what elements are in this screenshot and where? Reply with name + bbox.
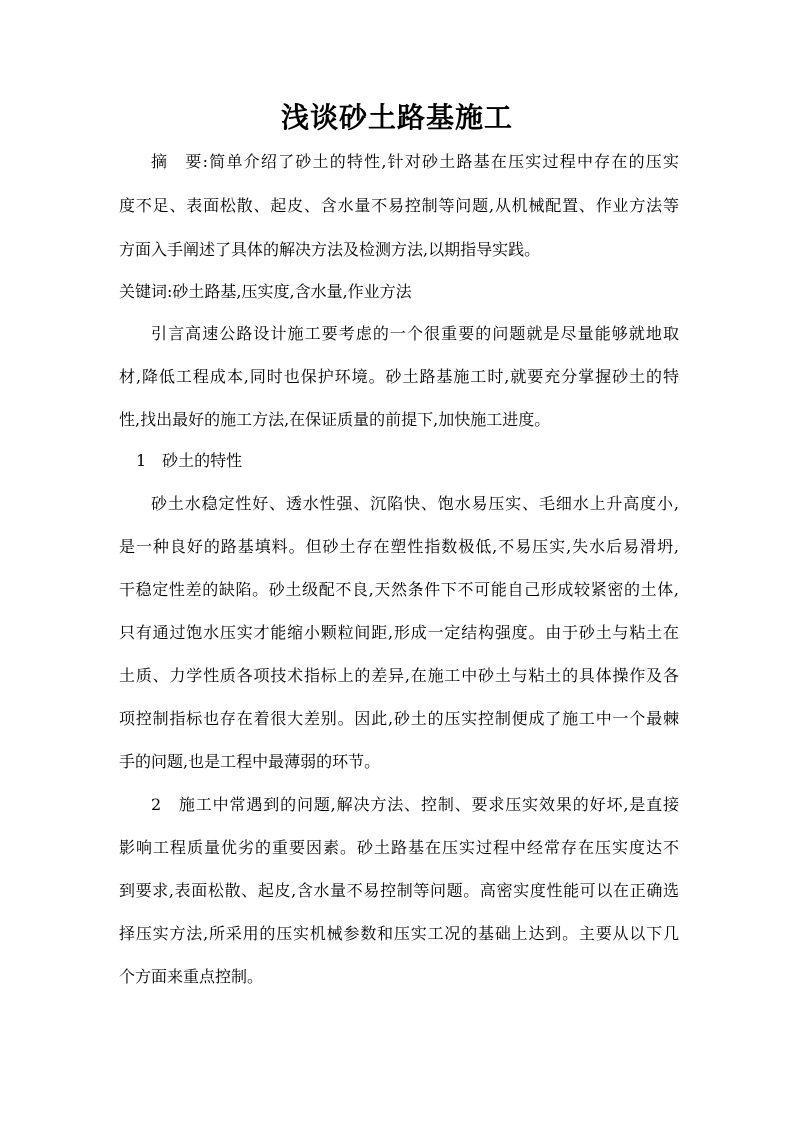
section1-line: 手的问题,也是工程中最薄弱的环节。 — [119, 752, 381, 771]
section1-line: 土质、力学性质各项技术指标上的差异,在施工中砂土与粘土的具体操作及各 — [119, 666, 679, 685]
section2-line: 择压实方法,所采用的压实机械参数和压实工况的基础上达到。主要从以下几 — [119, 924, 679, 943]
abstract-line: 度不足、表面松散、起皮、含水量不易控制等问题,从机械配置、作业方法等 — [119, 196, 679, 215]
section1-line: 砂土水稳定性好、透水性强、沉陷快、饱水易压实、毛细水上升高度小, — [151, 494, 679, 513]
abstract-line: 方面入手阐述了具体的解决方法及检测方法,以期指导实践。 — [119, 240, 541, 259]
intro-line: 引言高速公路设计施工要考虑的一个很重要的问题就是尽量能够就地取 — [151, 324, 679, 343]
abstract-line: 摘 要:简单介绍了砂土的特性,针对砂土路基在压实过程中存在的压实 — [151, 152, 679, 171]
document-title: 浅谈砂土路基施工 — [280, 101, 513, 134]
intro-line: 材,降低工程成本,同时也保护环境。砂土路基施工时,就要充分掌握砂土的特 — [119, 367, 679, 386]
section1-line: 干稳定性差的缺陷。砂土级配不良,天然条件下不可能自己形成较紧密的土体, — [119, 580, 679, 599]
section1-line: 只有通过饱水压实才能缩小颗粒间距,形成一定结构强度。由于砂土与粘土在 — [119, 623, 679, 642]
section1-line: 是一种良好的路基填料。但砂土存在塑性指数极低,不易压实,失水后易滑坍, — [119, 537, 679, 556]
section2-line: 2 施工中常遇到的问题,解决方法、控制、要求压实效果的好坏,是直接 — [151, 795, 679, 814]
intro-line: 性,找出最好的施工方法,在保证质量的前提下,加快施工进度。 — [119, 410, 551, 429]
keywords-line: 关键词:砂土路基,压实度,含水量,作业方法 — [119, 282, 412, 301]
section2-line: 个方面来重点控制。 — [119, 967, 264, 986]
section2-line: 到要求,表面松散、起皮,含水量不易控制等问题。高密实度性能可以在正确选 — [119, 881, 679, 900]
section2-line: 影响工程质量优劣的重要因素。砂土路基在压实过程中经常存在压实度达不 — [119, 838, 679, 857]
section1-line: 项控制指标也存在着很大差别。因此,砂土的压实控制便成了施工中一个最棘 — [119, 709, 679, 728]
section-heading: 1 砂土的特性 — [136, 451, 243, 470]
